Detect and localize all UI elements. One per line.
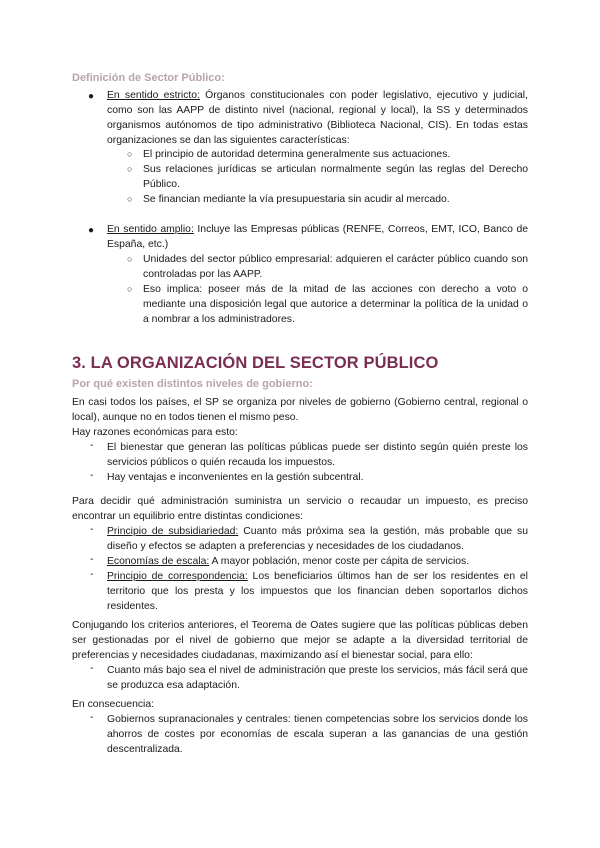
paragraph: Hay razones económicas para esto: [72,427,238,438]
broad-label: En sentido amplio: [107,224,194,235]
strict-definition [107,88,528,148]
broad-text: Incluye las Empresas públicas (RENFE, Correos, EMT, ICO, Banco de España, etc.) [107,224,529,250]
paragraph: Conjugando los criterios anteriores, el Teorema de Oates sugiere que las políticas públicas deben ser gestionadas por el nivel de gobierno que mejor se adapte a la diversidad territorial de preferencias y necesidades ciudadanas, maximizando así el bienestar social, para ello: [72,620,528,661]
subtitle-definicion: Definición de Sector Público: [72,72,225,84]
broad-item: Unidades del sector público empresarial: adquieren el carácter público cuando son controladas por las AAPP. [143,254,528,280]
reason-item: El bienestar que generan las políticas públicas puede ser distinto según quién preste los servicios públicos o quién recauda los impuestos. [107,442,528,468]
hollow-bullet-icon: ○ [127,284,133,294]
hollow-bullet-icon: ○ [127,194,133,204]
principle-text: A mayor población, menor coste per cápita de servicios. [209,556,470,567]
strict-item: El principio de autoridad determina generalmente sus actuaciones. [143,149,451,160]
principle-label: Principio de correspondencia: [107,571,248,582]
broad-item: Eso implica: poseer más de la mitad de las acciones con derecho a voto o mediante una disposición legal que autorice a determinar la política de la unidad o a nombrar a los administradores. [143,284,528,325]
hollow-bullet-icon: ○ [127,164,133,174]
hollow-bullet-icon: ○ [127,254,133,264]
principle-text: Los beneficiarios últimos han de ser los residentes en el territorio que los presta y los impuestos que los financian deben soportarlos dichos residentes. [107,571,528,612]
section-heading: 3. LA ORGANIZACIÓN DEL SECTOR PÚBLICO [72,354,439,372]
strict-label: En sentido estricto: [107,90,200,101]
broad-definition [107,222,528,252]
oates-item: Cuanto más bajo sea el nivel de administración que preste los servicios, más fácil será que se produzca esa adaptación. [107,665,528,691]
paragraph: En casi todos los países, el SP se organiza por niveles de gobierno (Gobierno central, regional o local), aunque no en todos tienen el mismo peso. [72,397,528,423]
dash-bullet-icon: - [90,470,94,481]
strict-text: Órganos constitucionales con poder legislativo, ejecutivo y judicial, como son las AAPP de distinto nivel (nacional, regional y local), la SS y determinados organismos autónomos de tipo administrativo (Biblioteca Nacional, CIS). En todas estas organizaciones se dan las siguientes características: [107,90,528,146]
bullet-icon: ● [88,91,95,102]
strict-item: Sus relaciones jurídicas se articulan normalmente según las reglas del Derecho Público. [143,164,528,190]
principle-label: Principio de subsidiariedad: [107,526,239,537]
bullet-icon: ● [88,225,95,236]
dash-bullet-icon: - [90,440,94,451]
dash-bullet-icon: - [90,663,94,674]
reason-item: Hay ventajas e inconvenientes en la gestión subcentral. [107,472,364,483]
paragraph: Para decidir qué administración suministra un servicio o recaudar un impuesto, es preciso encontrar un equilibrio entre distintas condiciones: [72,496,528,522]
dash-bullet-icon: - [90,554,94,565]
principle-item [107,569,528,614]
principle-text: Cuanto más próxima sea la gestión, más probable que su diseño y efectos se adapten a preferencias y necesidades de los ciudadanos. [107,526,528,552]
consequence-item: Gobiernos supranacionales y centrales: tienen competencias sobre los servicios donde los ahorros de costes por economías de escala superan a las ganancias de una gestión descentralizada. [107,714,528,755]
dash-bullet-icon: - [90,712,94,723]
principle-label: Economías de escala: [107,556,210,567]
dash-bullet-icon: - [90,569,94,580]
strict-item: Se financian mediante la vía presupuestaria sin acudir al mercado. [143,194,450,205]
principle-item [107,554,528,569]
dash-bullet-icon: - [90,524,94,535]
paragraph: En consecuencia: [72,699,155,710]
subtitle-niveles: Por qué existen distintos niveles de gobierno: [72,378,313,390]
hollow-bullet-icon: ○ [127,149,133,159]
principle-item [107,524,528,554]
